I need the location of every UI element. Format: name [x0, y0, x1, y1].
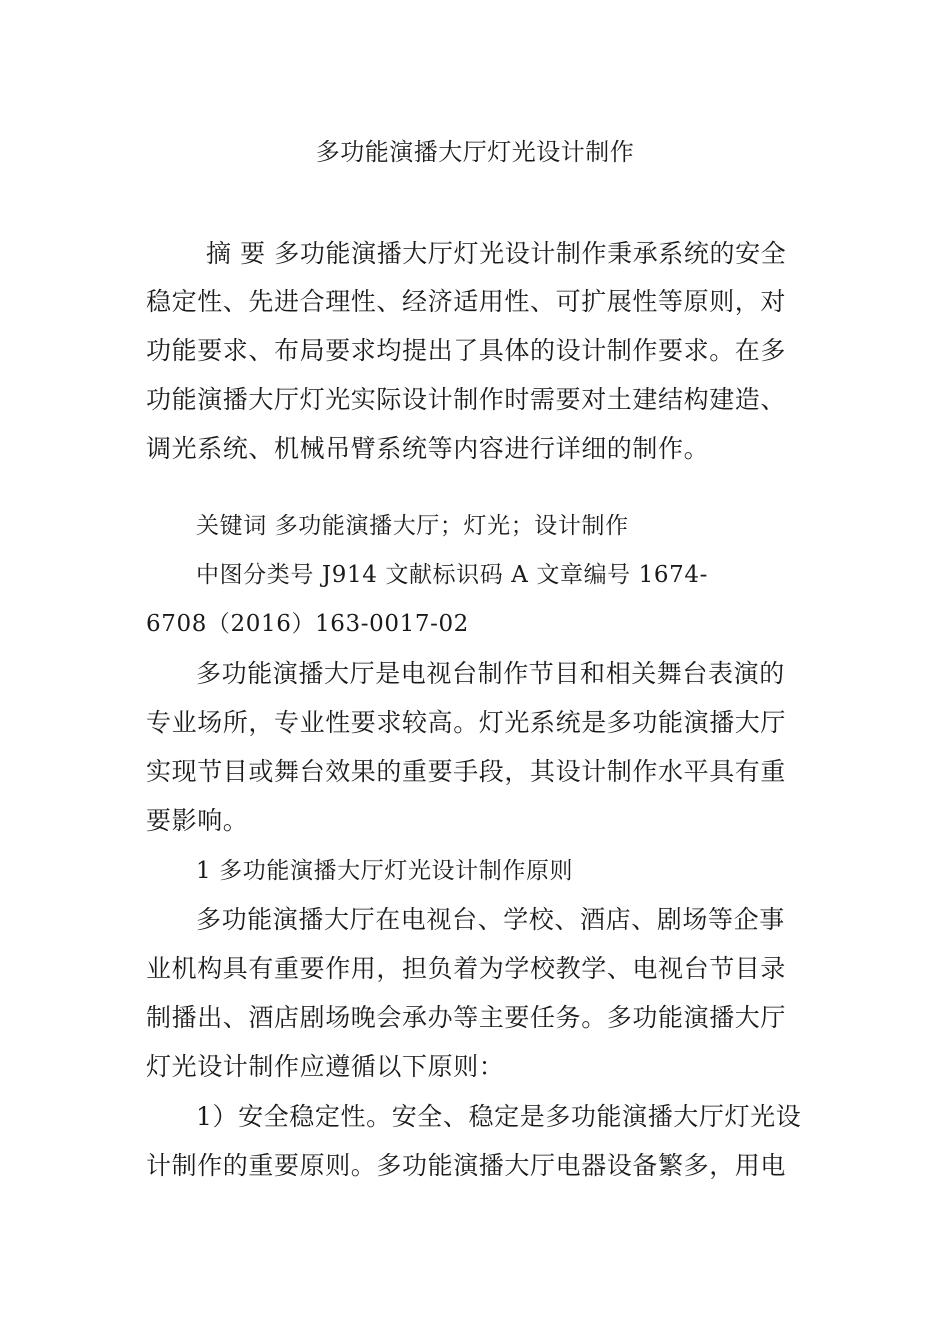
body-line: 业机构具有重要作用，担负着为学校教学、电视台节目录 — [146, 954, 787, 983]
body-line: 制播出、酒店剧场晚会承办等主要任务。多功能演播大厅 — [146, 1003, 787, 1032]
body-line: 要影响。 — [146, 806, 249, 835]
abstract-line: 调光系统、机械吊臂系统等内容进行详细的制作。 — [146, 434, 710, 463]
keywords-line: 关键词 多功能演播大厅；灯光；设计制作 — [196, 513, 629, 539]
abstract-line: 功能演播大厅灯光实际设计制作时需要对土建结构建造、 — [146, 385, 787, 414]
body-line: 多功能演播大厅在电视台、学校、酒店、剧场等企事 — [196, 905, 785, 934]
body-line: 计制作的重要原则。多功能演播大厅电器设备繁多，用电 — [146, 1151, 787, 1180]
section-heading: 1 多功能演播大厅灯光设计制作原则 — [196, 858, 574, 884]
body-line: 灯光设计制作应遵循以下原则： — [146, 1052, 505, 1081]
classification-line: 中图分类号 J914 文献标识码 A 文章编号 1674- — [196, 562, 708, 588]
abstract-line: 功能要求、布局要求均提出了具体的设计制作要求。在多 — [146, 336, 787, 365]
abstract-line: 摘 要 多功能演播大厅灯光设计制作秉承系统的安全 — [206, 239, 787, 268]
body-line: 实现节目或舞台效果的重要手段，其设计制作水平具有重 — [146, 757, 787, 786]
document-title: 多功能演播大厅灯光设计制作 — [315, 138, 635, 166]
abstract-line: 稳定性、先进合理性、经济适用性、可扩展性等原则，对 — [146, 287, 787, 316]
body-line: 1）安全稳定性。安全、稳定是多功能演播大厅灯光设 — [196, 1102, 802, 1131]
body-line: 专业场所，专业性要求较高。灯光系统是多功能演播大厅 — [146, 708, 787, 737]
classification-line: 6708（2016）163-0017-02 — [146, 611, 469, 637]
body-line: 多功能演播大厅是电视台制作节目和相关舞台表演的 — [196, 659, 785, 688]
